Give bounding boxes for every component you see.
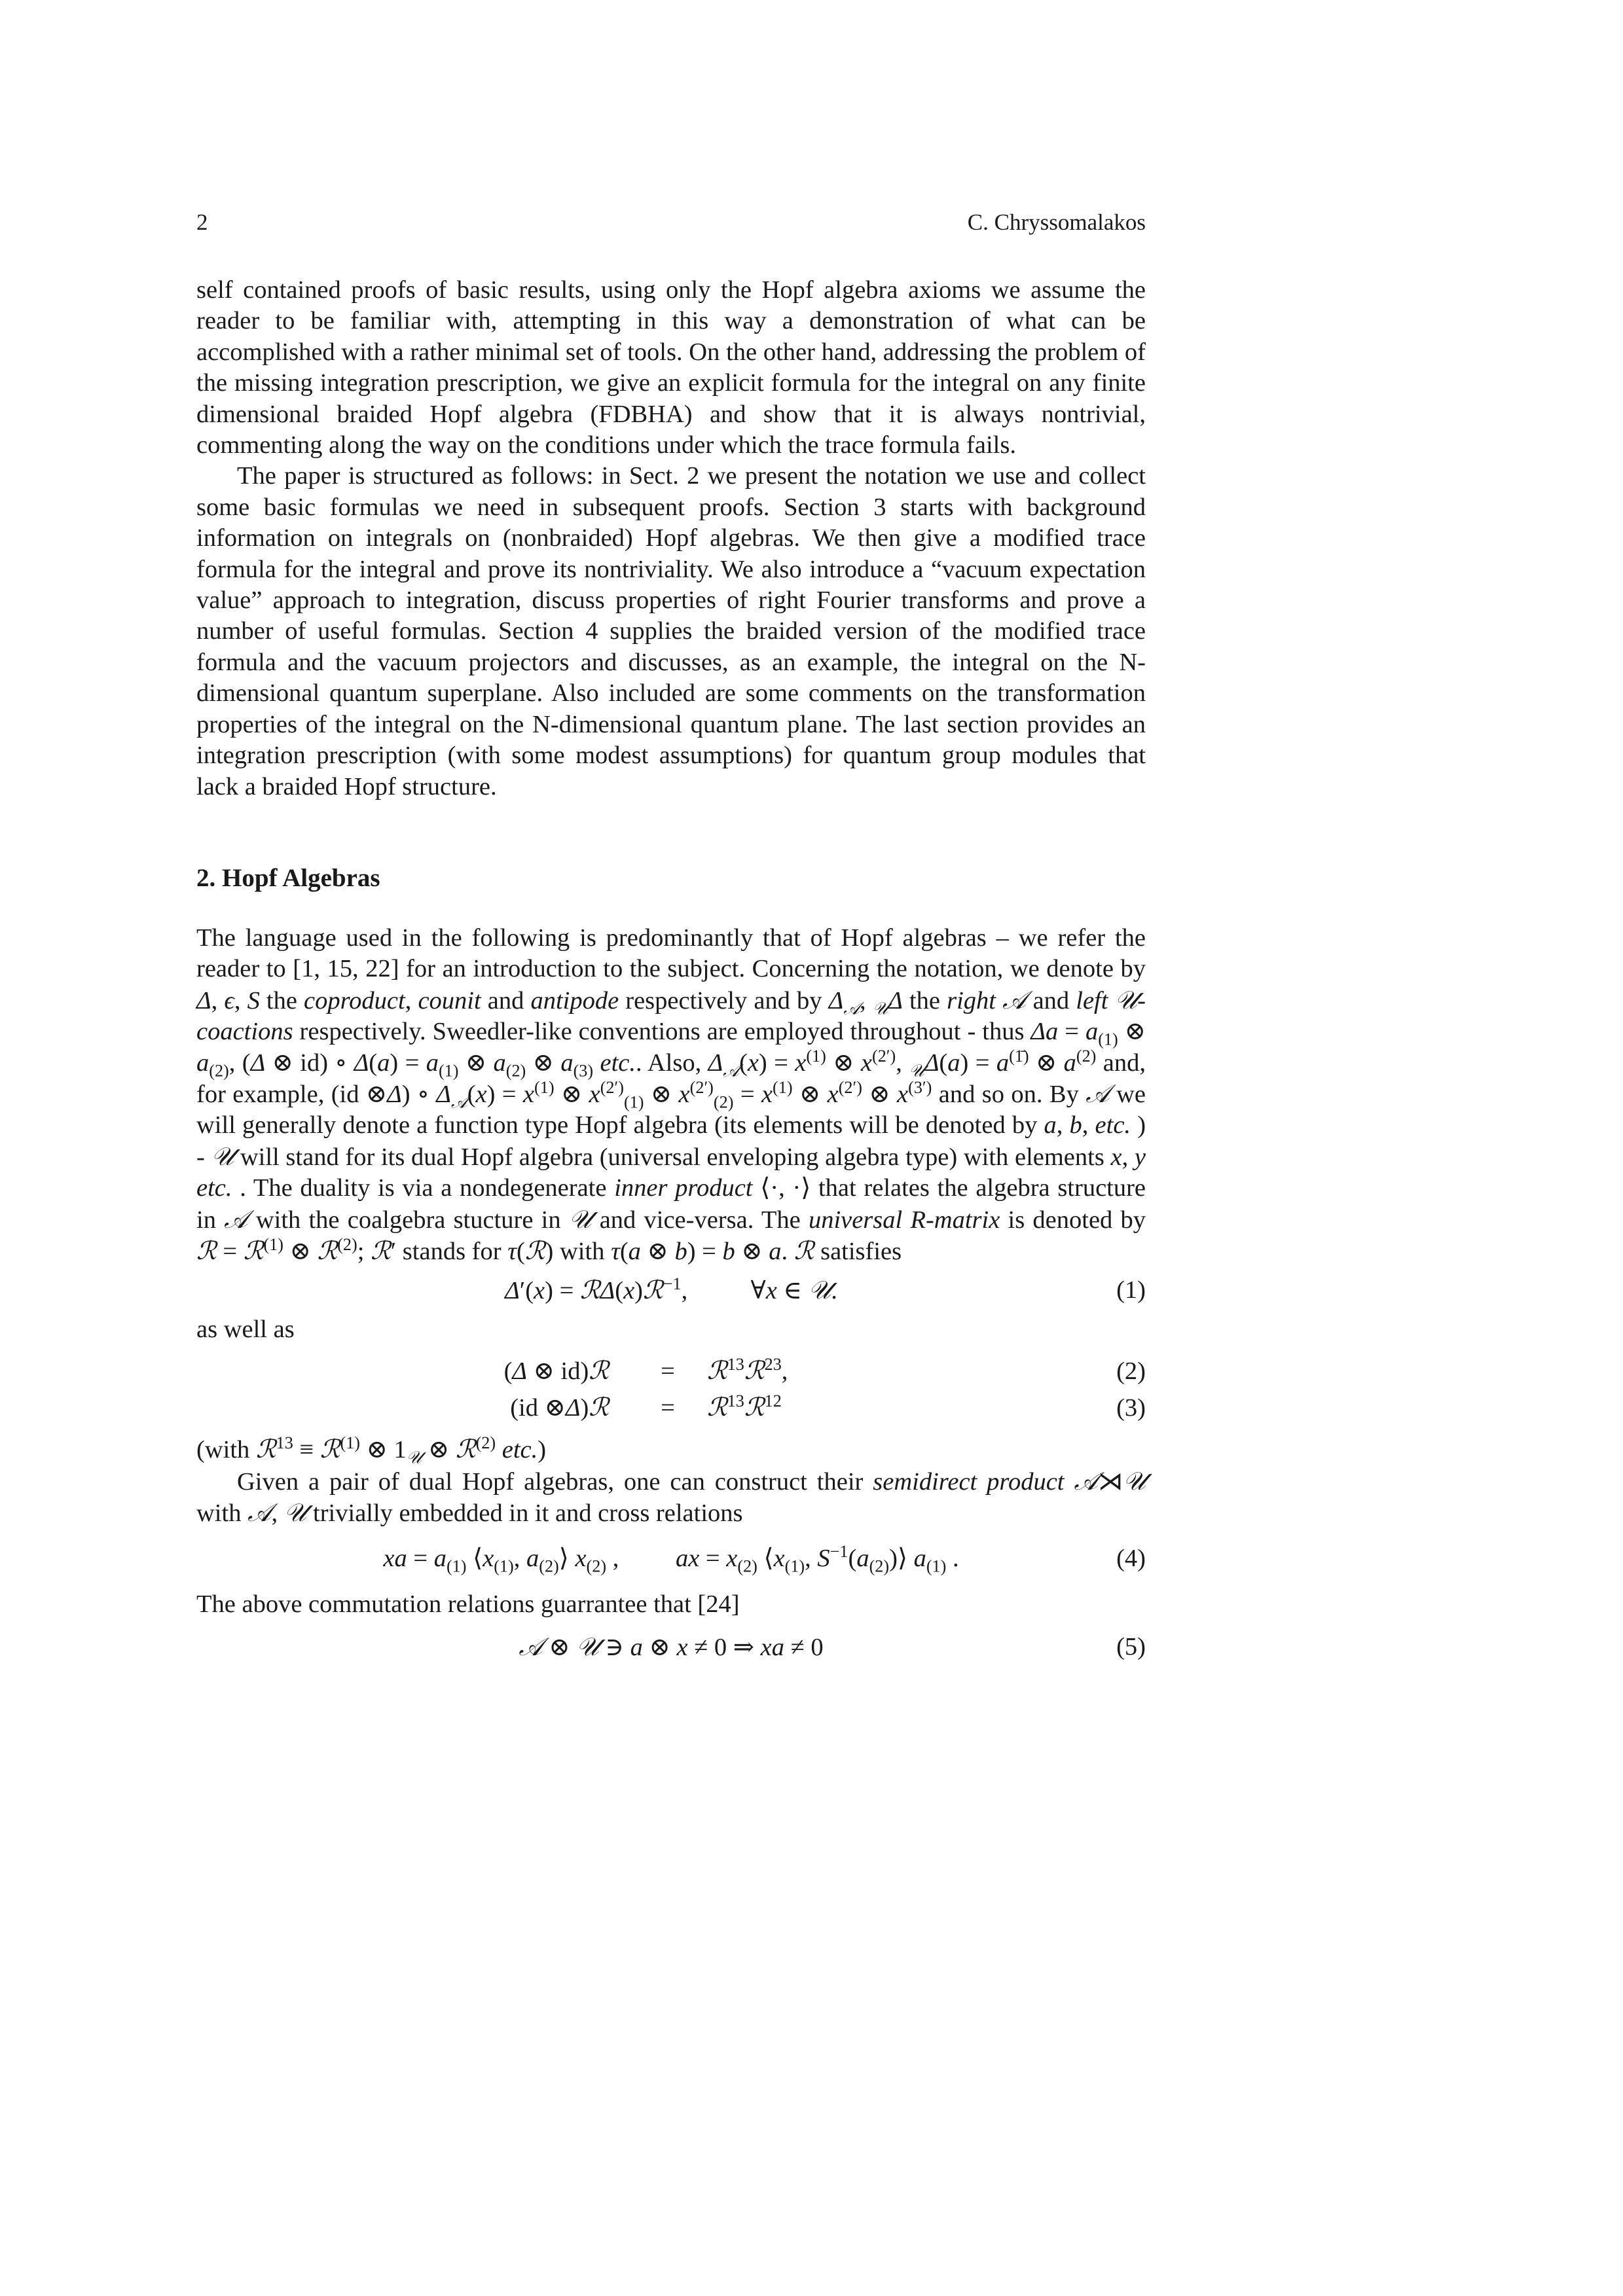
paragraph-notation: The language used in the following is predominantly that of Hopf algebras – we refer the reader to [1, 15, 22] for an introduction to the subject. Concerning the notation, we denote by Δ, ϵ, S the coproduct, counit and antipode respectively and by $\Delta_𝒜$, $_𝒰$Δ the right 𝒜 and left 𝒰-coactions respectively. Sweedler-like conventions are employed throughout - thus $\Delta a = a_{(1)}$ ⊗ $a_{(2)}$, (Δ ⊗ id) ∘ $\Delta(a) = a_{(1)}$ ⊗ $a_{(2)}$ ⊗ $a_{(3)}$ etc.. Also, $\Delta_𝒜(x) = x^{(1)}$ ⊗ $x^{(2')}$, $_𝒰\Delta(a) = a^{(1̄)}$ ⊗ $a^{(2)}$ and, for example, (id ⊗Δ) ∘ $\Delta_𝒜(x) = x^{(1)}$ ⊗ $x^{(2')}_{(1)}$ ⊗ $x^{(2')}_{(2)} = x^{(1)}$ ⊗ $x^{(2')}$ ⊗ $x^{(3')}$ and so on. By 𝒜 we will generally denote a function type Hopf algebra (its elements will be denoted by a, b, etc. ) - 𝒰 will stand for its dual Hopf algebra (universal enveloping algebra type) with elements x, y etc. . The duality is via a nondegenerate inner product ⟨·, ·⟩ that relates the algebra structure in 𝒜 with the coalgebra stucture in 𝒰 and vice-versa. The universal R-matrix is denoted by ℛ = ℛ$^{(1)}$ ⊗ ℛ$^{(2)}$; ℛ′ stands for τ(ℛ) with τ(a ⊗ b) = b ⊗ a. ℛ satisfies bbox=[196, 924, 1146, 1266]
paragraph-structure: The paper is structured as follows: in Sect. 2 we present the notation we use and collect some basic formulas we need in subsequent proofs. Section 3 starts with background information on integrals on (nonbraided) Hopf algebras. We then give a modified trace formula for the integral and prove its nontriviality. We also introduce a “vacuum expectation value” approach to integration, discuss properties of right Fourier transforms and prove a number of useful formulas. Section 4 supplies the braided version of the modified trace formula and the vacuum projectors and discusses, as an example, the integral on the N-dimensional quantum superplane. Also included are some comments on the transformation properties of the integral on the N-dimensional quantum plane. The last section provides an integration prescription (with some modest assumptions) for quantum group modules that lack a braided Hopf structure. bbox=[196, 462, 1146, 800]
text-as-well-as: as well as bbox=[196, 1315, 295, 1343]
section-heading: 2. Hopf Algebras bbox=[196, 863, 380, 892]
equation-number: (5) bbox=[1116, 1633, 1146, 1661]
paragraph-commutation: The above commutation relations guarrantee that [24] bbox=[196, 1590, 740, 1618]
equation-3: (id ⊗Δ)ℛ = ℛ$^{13}$ℛ$^{12}$ (3) bbox=[196, 1390, 1146, 1426]
equation-number: (1) bbox=[1116, 1276, 1146, 1304]
equation-4: xa = $a_{(1)}$ $⟨x_{(1)}$, $a_{(2)}⟩$ $x_{(2)}$ , ax = $x_{(2)}$ $⟨x_{(1)}$, $S^{-1}(a_{(2)})⟩$ $a_{(1)}$ . (4) bbox=[383, 1542, 1146, 1577]
page-number: 2 bbox=[196, 209, 208, 235]
equation-1: Δ′(x) = ℛΔ(x)ℛ$^{-1}$, ∀x ∈ 𝒰. (1) bbox=[505, 1274, 1146, 1305]
equation-5: 𝒜 ⊗ 𝒰 ∋ a ⊗ x ≠ 0 ⇒ xa ≠ 0 (5) bbox=[519, 1632, 1146, 1662]
paragraph-semidirect: Given a pair of dual Hopf algebras, one can construct their semidirect product 𝒜⋊𝒰 with 𝒜, 𝒰 trivially embedded in it and cross relations bbox=[196, 1466, 1146, 1528]
equation-number: (2) bbox=[1116, 1357, 1146, 1386]
equation-array-2-3 bbox=[196, 1353, 1146, 1426]
running-author: C. Chryssomalakos bbox=[967, 209, 1146, 235]
equation-number: (4) bbox=[1116, 1545, 1146, 1573]
body-text bbox=[196, 275, 1146, 1675]
equation-number: (3) bbox=[1116, 1394, 1146, 1422]
paragraph-intro-end: self contained proofs of basic results, using only the Hopf algebra axioms we assume the reader to be familiar with, attempting in this way a demonstration of what can be accomplished with a rather minimal set of tools. On the other hand, addressing the problem of the missing integration prescription, we give an explicit formula for the integral on any finite dimensional braided Hopf algebra (FDBHA) and show that it is always nontrivial, commenting along the way on the conditions under which the trace formula fails. bbox=[196, 276, 1146, 459]
with-note: (with ℛ$^{13}$ ≡ ℛ$^{(1)}$ ⊗ $1_𝒰$ ⊗ ℛ$^{(2)}$ etc.) bbox=[196, 1433, 547, 1468]
equation-2: (Δ ⊗ id)ℛ = ℛ$^{13}$ℛ$^{23}$, (2) bbox=[196, 1353, 1146, 1390]
